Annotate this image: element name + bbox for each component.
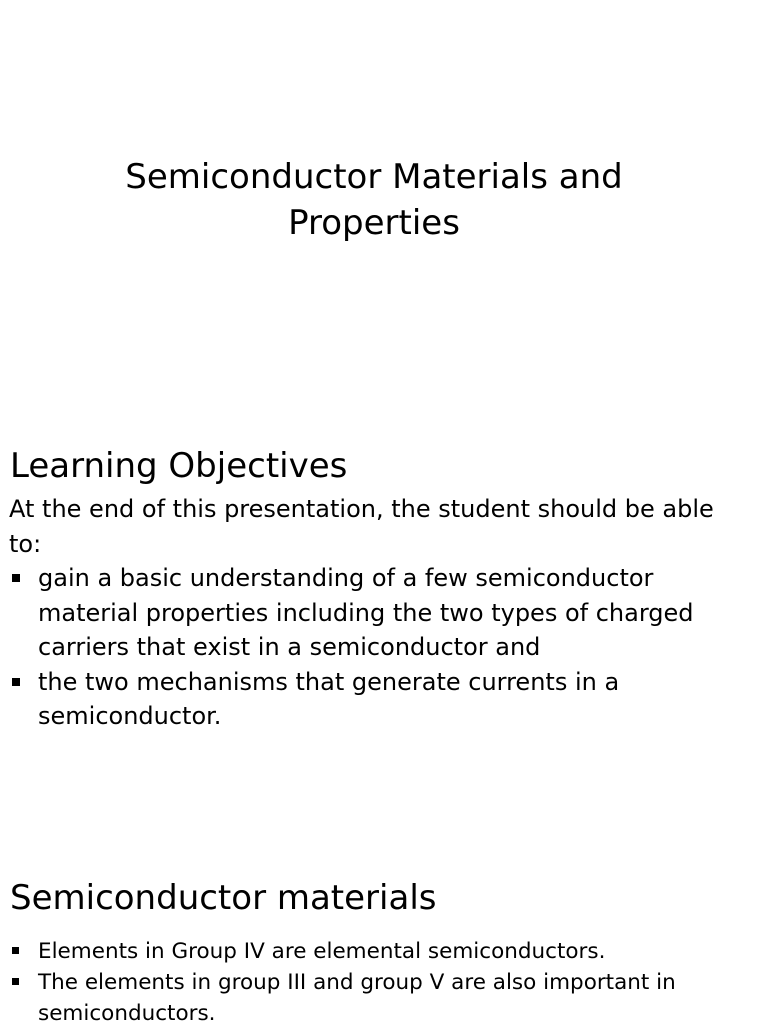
semiconductor-materials-slide [0,872,768,1029]
list-item [0,561,768,665]
list-item [0,967,768,1029]
list-item-text: the two mechanisms that generate currents in a semiconductor. [38,667,620,730]
square-bullet-icon [12,947,19,954]
list-item [0,936,768,967]
presentation-title: Semiconductor Materials and Properties [125,157,623,243]
list-item-text: gain a basic understanding of a few semiconductor material properties including the two types of charged carriers that exist in a semiconductor and [38,564,694,661]
square-bullet-icon [12,678,20,686]
list-item-text: The elements in group III and group V are also important in semiconductors. [38,970,676,1026]
list-item [0,665,768,734]
square-bullet-icon [12,574,20,582]
materials-heading: Semiconductor materials [10,878,437,918]
list-item-text: Elements in Group IV are elemental semiconductors. [38,939,606,964]
learning-objectives-slide [0,440,768,734]
objectives-intro: At the end of this presentation, the student should be able to: [9,495,714,558]
title-slide [0,0,768,400]
objectives-list [0,561,768,734]
square-bullet-icon [12,978,19,985]
materials-list [0,936,768,1029]
objectives-heading: Learning Objectives [10,446,348,486]
